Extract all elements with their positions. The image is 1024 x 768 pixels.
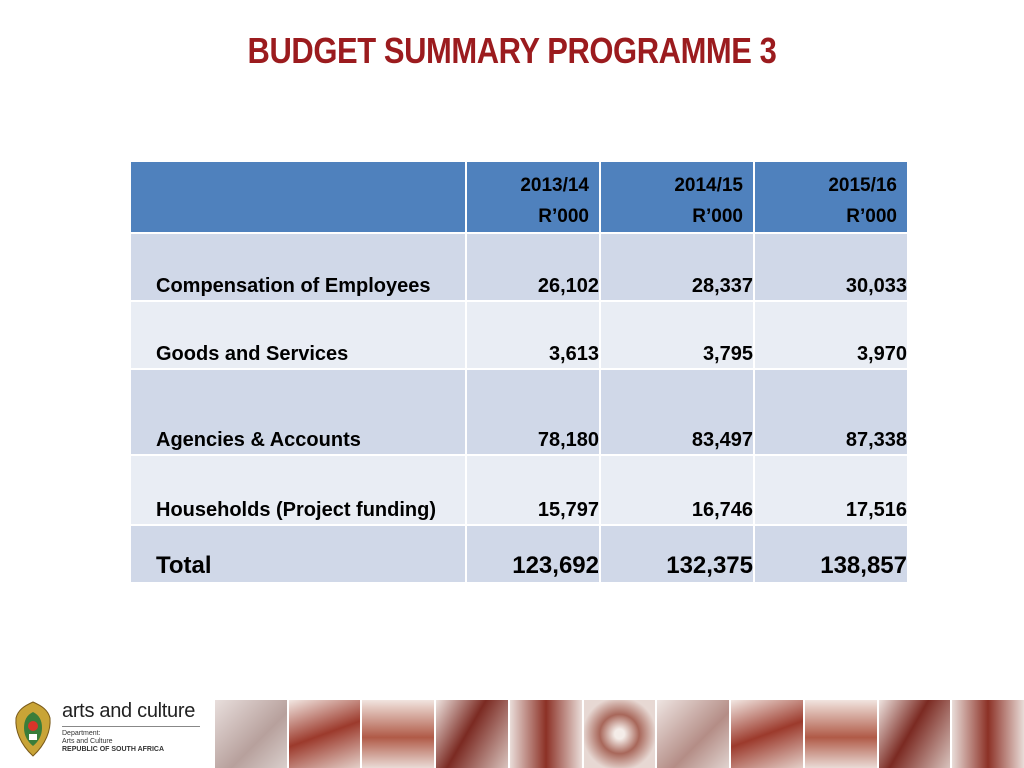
row-value: 28,337 — [600, 233, 754, 301]
row-value: 123,692 — [466, 525, 600, 583]
row-label: Goods and Services — [130, 301, 466, 369]
photo-tile-dancers — [510, 700, 582, 768]
header-year: 2015/16 — [828, 175, 897, 197]
row-value: 3,613 — [466, 301, 600, 369]
header-col-2013 — [466, 161, 600, 233]
row-value: 78,180 — [466, 369, 600, 455]
budget-table — [129, 160, 909, 584]
row-value: 15,797 — [466, 455, 600, 525]
page-title: BUDGET SUMMARY PROGRAMME 3 — [247, 30, 777, 71]
row-value: 138,857 — [754, 525, 908, 583]
brand-sub-line: Arts and Culture — [62, 738, 113, 745]
header-year: 2013/14 — [520, 175, 589, 197]
header-col-2014 — [600, 161, 754, 233]
row-value: 26,102 — [466, 233, 600, 301]
photo-tile-dancer — [362, 700, 434, 768]
row-label: Households (Project funding) — [130, 455, 466, 525]
photo-tile-film-2 — [731, 700, 803, 768]
photo-tile-saxophone-2 — [879, 700, 951, 768]
row-label: Agencies & Accounts — [130, 369, 466, 455]
photo-tile-hands — [215, 700, 287, 768]
row-value: 30,033 — [754, 233, 908, 301]
row-label: Total — [130, 525, 466, 583]
row-value: 3,970 — [754, 301, 908, 369]
footer-banner — [0, 692, 1024, 768]
brand-sub-line: REPUBLIC OF SOUTH AFRICA — [62, 746, 165, 753]
row-value: 87,338 — [754, 369, 908, 455]
row-label: Compensation of Employees — [130, 233, 466, 301]
photo-tile-hands-2 — [657, 700, 729, 768]
row-value: 16,746 — [600, 455, 754, 525]
header-col-2015 — [754, 161, 908, 233]
table-row-total — [130, 525, 908, 583]
photo-strip — [215, 700, 1024, 768]
header-unit: R’000 — [538, 205, 589, 227]
photo-tile-dancers-2 — [952, 700, 1024, 768]
table-header-row — [130, 161, 908, 233]
brand-sub-line: Department: — [62, 730, 101, 737]
brand-name: arts and culture — [62, 700, 196, 722]
photo-tile-dancer-2 — [805, 700, 877, 768]
photo-tile-film — [289, 700, 361, 768]
header-unit: R’000 — [692, 205, 743, 227]
brand-block — [62, 700, 200, 754]
photo-tile-saxophone — [436, 700, 508, 768]
table-row — [130, 233, 908, 301]
header-year: 2014/15 — [674, 175, 743, 197]
photo-tile-beadwork — [584, 700, 656, 768]
row-value: 83,497 — [600, 369, 754, 455]
coat-of-arms-icon — [12, 700, 54, 758]
table-row — [130, 455, 908, 525]
brand-divider — [62, 726, 200, 727]
row-value: 3,795 — [600, 301, 754, 369]
table-row — [130, 301, 908, 369]
row-value: 17,516 — [754, 455, 908, 525]
table-row — [130, 369, 908, 455]
row-value: 132,375 — [600, 525, 754, 583]
header-unit: R’000 — [846, 205, 897, 227]
header-blank-cell — [130, 161, 466, 233]
